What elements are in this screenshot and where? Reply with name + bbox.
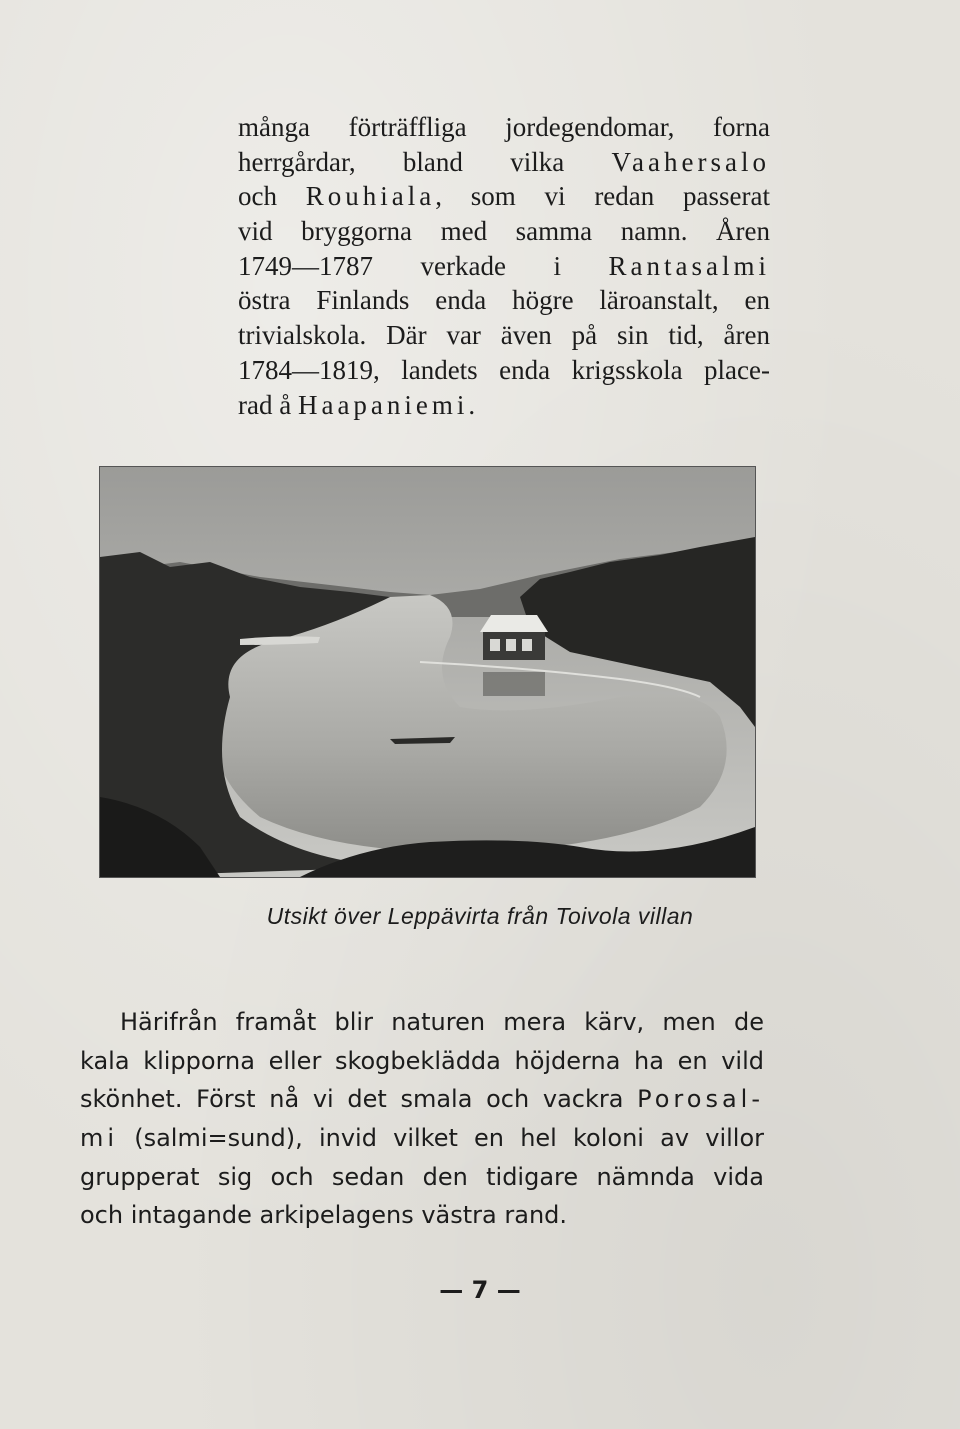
place-name-rouhiala: Rouhiala — [305, 181, 436, 212]
text-line: och intagande arkipelagens västra rand. — [80, 1201, 568, 1230]
lake-photograph — [100, 467, 755, 877]
text-run: (salmi=sund), invid vilket en hel koloni av villor — [118, 1124, 764, 1153]
text-line: 1784—1819, landets enda krigsskola place- — [238, 354, 770, 385]
text-line — [238, 179, 770, 214]
text-run: , som vi redan passerat — [435, 181, 771, 212]
text-run: och — [238, 181, 306, 212]
place-name-porosalmi-end: mi — [80, 1124, 119, 1153]
place-name-haapaniemi: Haapaniemi — [297, 389, 469, 420]
text-line — [80, 1080, 764, 1119]
text-run: herrgårdar, bland vilka — [238, 146, 612, 177]
text-line — [80, 1119, 764, 1158]
photo-caption: Utsikt över Leppävirta från Toivola villan — [266, 903, 694, 929]
text-line: vid bryggorna med samma namn. Åren — [238, 216, 770, 247]
place-name-rantasalmi: Rantasalmi — [608, 250, 770, 281]
text-line: östra Finlands enda högre läroanstalt, en — [238, 285, 770, 316]
text-run: rad å — [238, 389, 298, 420]
text-run: . — [468, 389, 476, 420]
page-number: — 7 — — [439, 1276, 521, 1304]
paragraph-bottom — [80, 1003, 764, 1235]
paragraph-top — [238, 110, 770, 422]
text-run: skönhet. Först nå vi det smala och vackra — [80, 1085, 638, 1114]
place-name-porosalmi: Porosal- — [637, 1085, 764, 1114]
text-line — [238, 145, 770, 180]
text-line: grupperat sig och sedan den tidigare nämnda vida — [80, 1162, 764, 1191]
text-line: trivialskola. Där var även på sin tid, åren — [238, 320, 770, 351]
text-line — [80, 1003, 764, 1042]
text-run: Härifrån framåt blir naturen mera kärv, men de — [120, 1008, 764, 1036]
text-line: många förträffliga jordegendomar, forna — [238, 112, 770, 142]
text-line — [238, 249, 770, 284]
place-name-vaahersalo: Vaahersalo — [611, 146, 770, 177]
photo-illustration — [100, 467, 755, 877]
text-line: kala klipporna eller skogbeklädda höjderna ha en vild — [80, 1046, 764, 1075]
text-line — [238, 388, 770, 423]
text-run: 1749—1787 verkade i — [238, 250, 609, 281]
